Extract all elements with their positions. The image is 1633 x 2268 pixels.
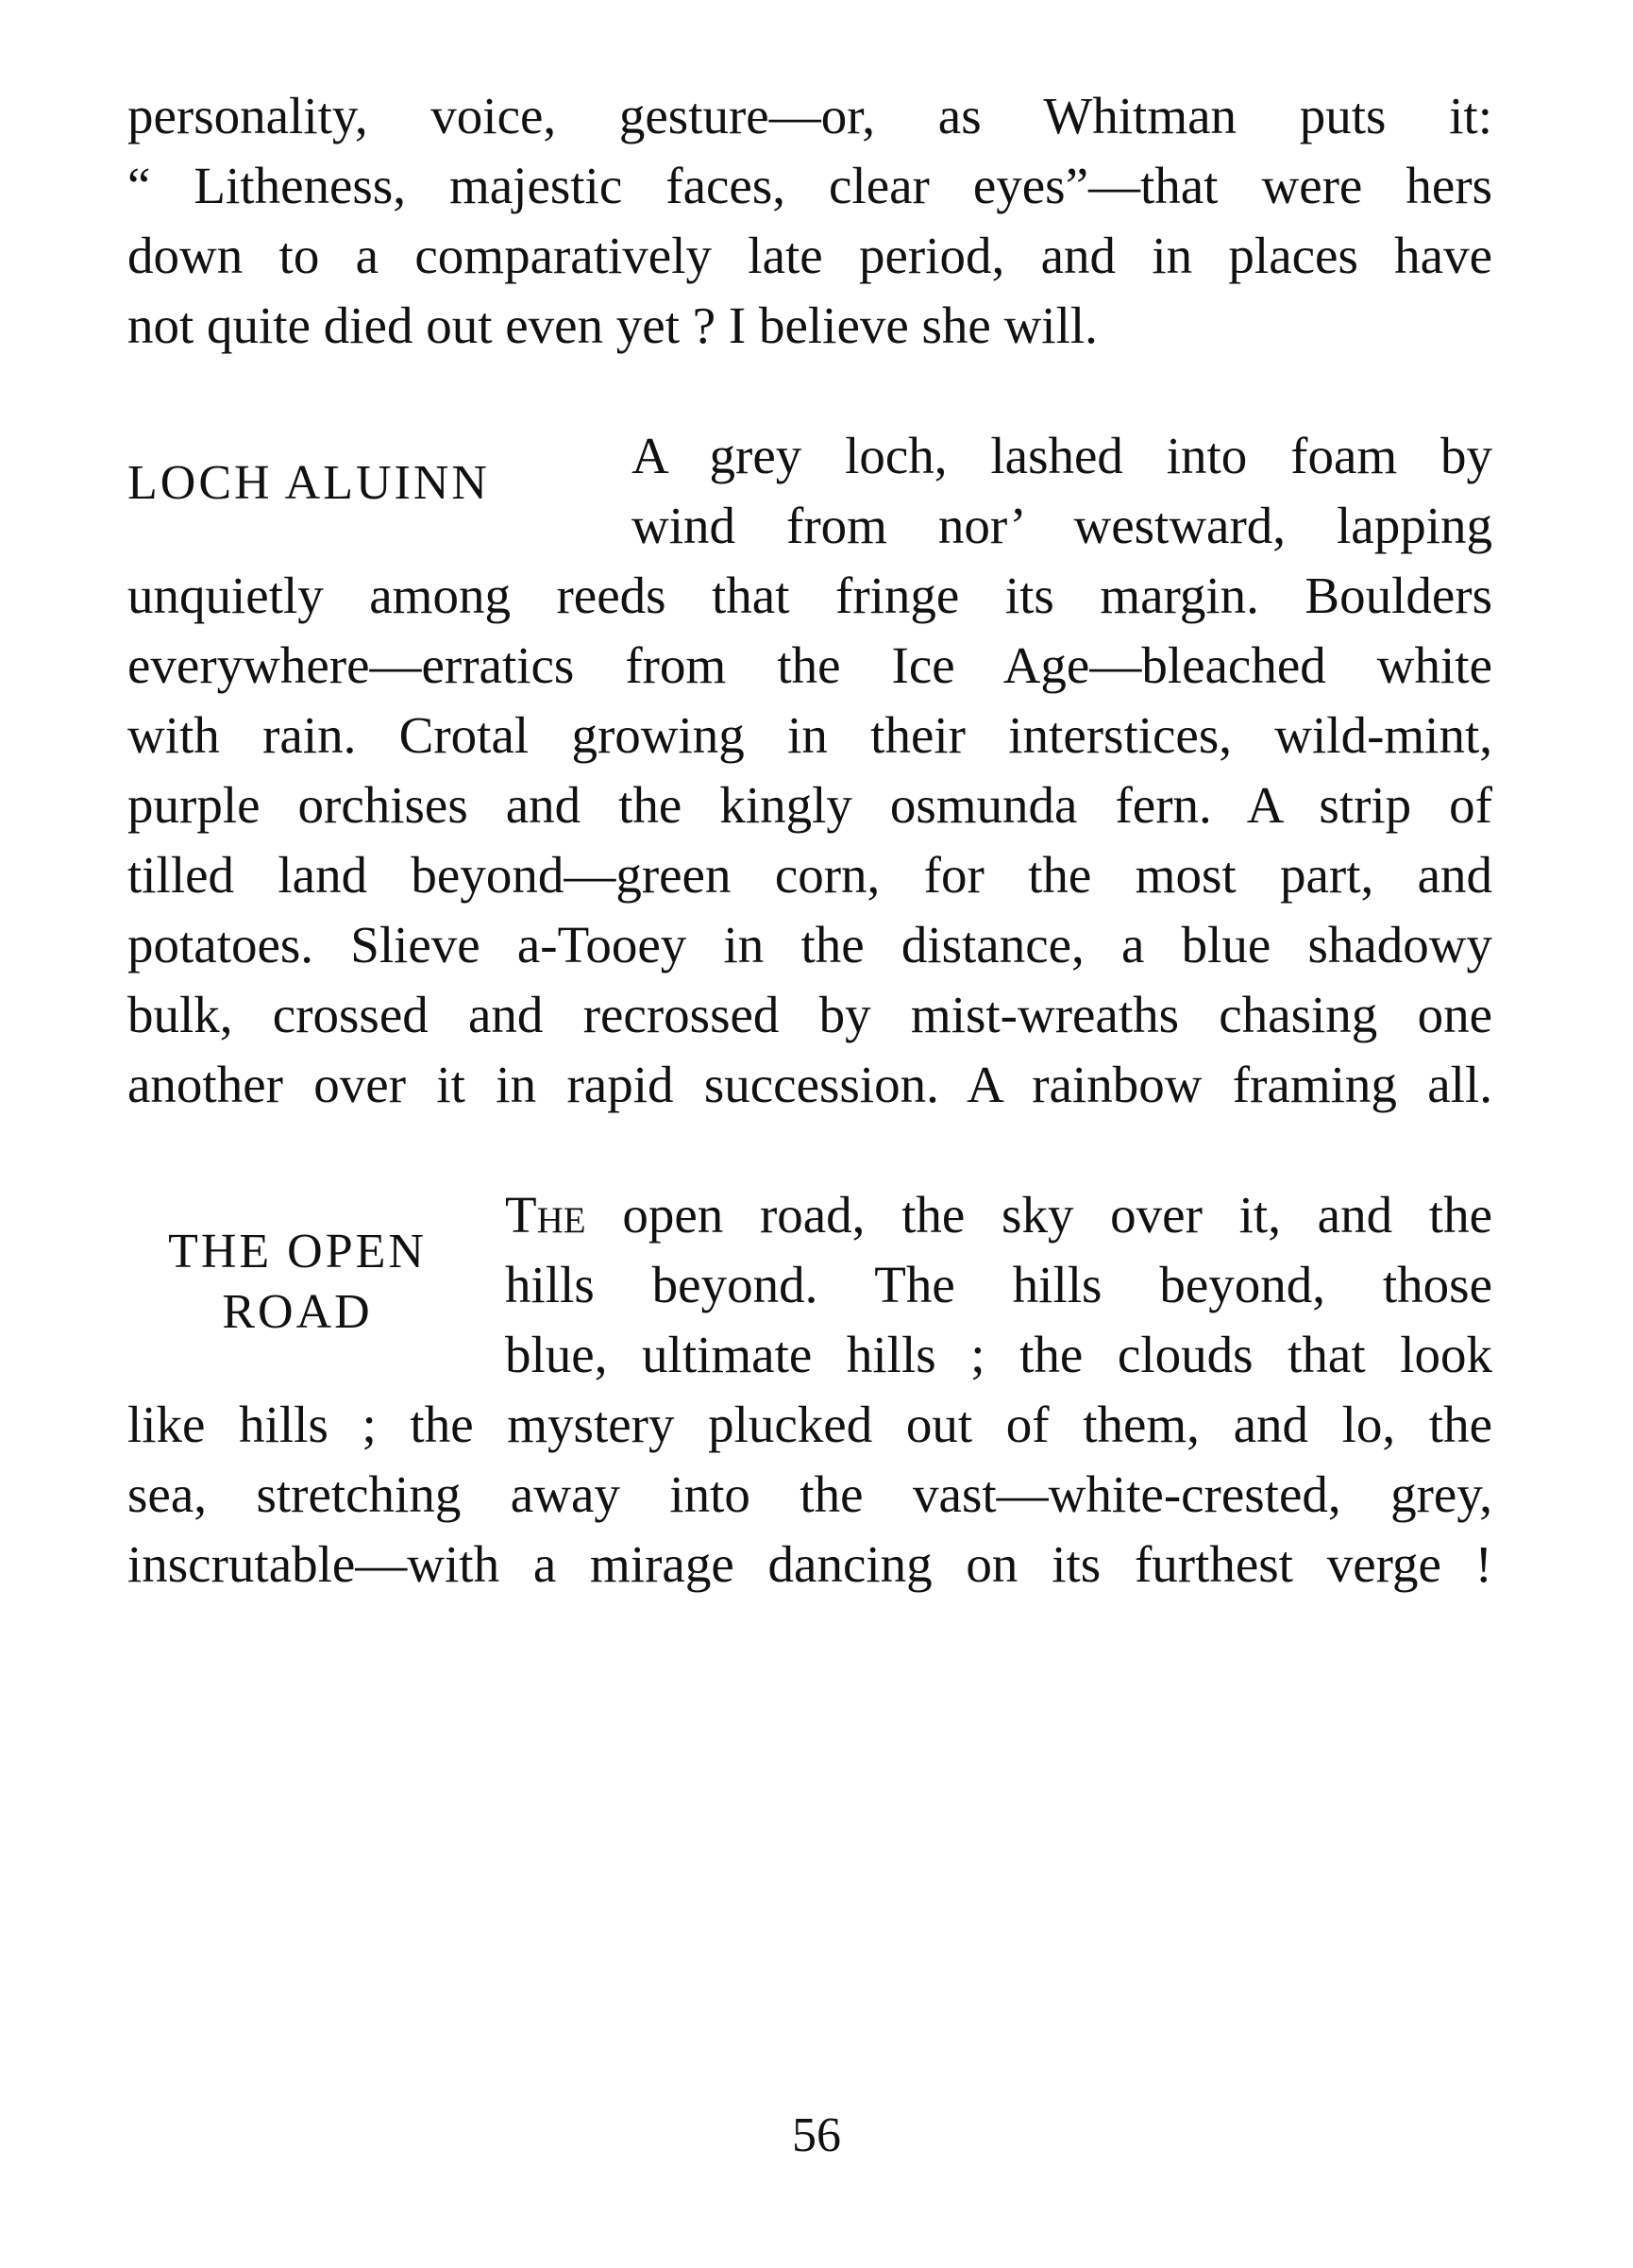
text-line: blue, ultimate hills ; the clouds that look	[505, 1326, 1492, 1383]
text-run: open road, the sky over it, and the	[585, 1186, 1492, 1244]
text-line: personality, voice, gesture—or, as Whitman puts it:	[127, 87, 1492, 144]
text-line: A grey loch, lashed into foam by	[631, 427, 1492, 484]
heading-line: THE OPEN	[168, 1225, 427, 1278]
text-line: potatoes. Slieve a-Tooey in the distance, a blue shadowy	[127, 916, 1492, 973]
text-line: everywhere—erratics from the Ice Age—bleached white	[127, 636, 1492, 694]
text-line: wind from nor’ westward, lapping	[631, 497, 1492, 554]
text-line: “ Litheness, majestic faces, clear eyes”—that were hers	[127, 157, 1492, 214]
text-line: bulk, crossed and recrossed by mist-wreaths chasing one	[127, 986, 1492, 1043]
text-line: with rain. Crotal growing in their interstices, wild-mint,	[127, 706, 1492, 764]
book-page	[127, 81, 1492, 1599]
side-heading-open-road	[127, 1222, 467, 1343]
text-line: another over it in rapid succession. A rainbow framing all.	[127, 1056, 1492, 1113]
text-line: like hills ; the mystery plucked out of them, and lo, the	[127, 1396, 1492, 1453]
indented-lines	[505, 1180, 1492, 1390]
text-line: inscrutable—with a mirage dancing on its furthest verge !	[127, 1535, 1492, 1593]
text-line: down to a comparatively late period, and in places have	[127, 227, 1492, 284]
section-loch-aluinn	[127, 421, 1492, 1120]
text-line: sea, stretching away into the vast—white-crested, grey,	[127, 1465, 1492, 1523]
paragraph-continued	[127, 81, 1492, 361]
heading-line: ROAD	[222, 1285, 373, 1339]
text-line: purple orchises and the kingly osmunda fern. A strip of	[127, 776, 1492, 834]
text-line: unquietly among reeds that fringe its margin. Boulders	[127, 567, 1492, 624]
section-open-road	[127, 1180, 1492, 1599]
page-number: 56	[792, 2108, 841, 2162]
text-line: not quite died out even yet ? I believe she will.	[127, 296, 1098, 354]
small-caps-lead-word: The	[505, 1186, 586, 1244]
text-line	[505, 1180, 1492, 1250]
text-line: tilled land beyond—green corn, for the most part, and	[127, 846, 1492, 904]
text-line: hills beyond. The hills beyond, those	[505, 1256, 1492, 1313]
side-heading-loch-aluinn: LOCH ALUINN	[127, 456, 490, 510]
indented-lines	[631, 421, 1492, 561]
